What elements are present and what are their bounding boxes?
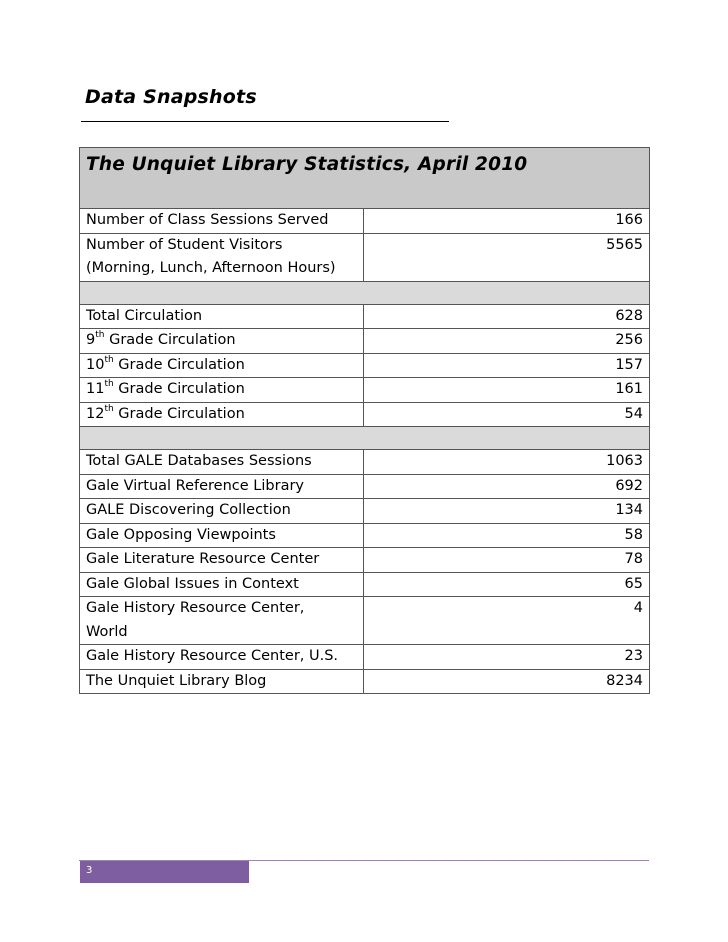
- grade-number: 10: [86, 356, 105, 373]
- row-label: [80, 402, 364, 427]
- row-value: 65: [364, 572, 650, 597]
- row-label-line1: Number of Student Visitors: [86, 236, 283, 253]
- table-row: [80, 645, 650, 670]
- grade-number: 11: [86, 381, 105, 397]
- table-row: [80, 474, 650, 499]
- row-label-line1: Gale History Resource Center,: [86, 600, 305, 616]
- row-value: 4: [364, 597, 650, 645]
- row-label: The Unquiet Library Blog: [80, 669, 364, 694]
- table-row: [80, 378, 650, 403]
- row-label: [80, 329, 364, 354]
- row-value: 54: [364, 402, 650, 427]
- table-row: [80, 548, 650, 573]
- table-row: [80, 597, 650, 645]
- table-row: [80, 402, 650, 427]
- table-row: [80, 669, 650, 694]
- row-label: Gale Literature Resource Center: [80, 548, 364, 573]
- row-label: [80, 378, 364, 403]
- ordinal-suffix: th: [104, 403, 114, 414]
- row-value: 58: [364, 523, 650, 548]
- row-label-line2: World: [86, 623, 128, 640]
- row-value: 166: [364, 209, 650, 234]
- row-label: Number of Class Sessions Served: [80, 209, 364, 234]
- table-title: The Unquiet Library Statistics, April 2010: [80, 148, 650, 209]
- row-value: 78: [364, 548, 650, 573]
- table-title-row: [80, 148, 650, 209]
- ordinal-suffix: th: [104, 379, 114, 389]
- page-number: 3: [86, 865, 93, 876]
- row-label-text: Grade Circulation: [109, 332, 236, 348]
- row-value: 161: [364, 378, 650, 403]
- row-label: Gale Opposing Viewpoints: [80, 523, 364, 548]
- grade-number: 12: [86, 405, 105, 422]
- row-label: Total GALE Databases Sessions: [80, 450, 364, 475]
- table-row: [80, 209, 650, 234]
- row-value: 157: [364, 353, 650, 378]
- row-value: 134: [364, 499, 650, 524]
- row-label: Gale Global Issues in Context: [80, 572, 364, 597]
- row-value: 23: [364, 645, 650, 670]
- table-row: [80, 523, 650, 548]
- statistics-table: [79, 147, 650, 694]
- table-row: [80, 233, 650, 281]
- row-label: [80, 353, 364, 378]
- row-value: 8234: [364, 669, 650, 694]
- row-label-text: Grade Circulation: [118, 356, 245, 373]
- table-row: [80, 329, 650, 354]
- row-label: [80, 233, 364, 281]
- row-value: 1063: [364, 450, 650, 475]
- row-value: 628: [364, 304, 650, 329]
- section-separator: [80, 281, 650, 304]
- row-label: Gale Virtual Reference Library: [80, 474, 364, 499]
- table-row: [80, 353, 650, 378]
- row-label-text: Grade Circulation: [118, 381, 245, 397]
- row-label: Total Circulation: [80, 304, 364, 329]
- section-separator: [80, 427, 650, 450]
- row-label-text: Grade Circulation: [118, 405, 245, 422]
- ordinal-suffix: th: [104, 354, 114, 365]
- row-value: 692: [364, 474, 650, 499]
- ordinal-suffix: th: [95, 330, 105, 340]
- row-label-line2: (Morning, Lunch, Afternoon Hours): [86, 260, 336, 276]
- page-number-badge: [80, 861, 249, 883]
- table-row: [80, 572, 650, 597]
- heading-underline: [81, 121, 449, 122]
- row-label: GALE Discovering Collection: [80, 499, 364, 524]
- row-value: 256: [364, 329, 650, 354]
- row-value: 5565: [364, 233, 650, 281]
- row-label: [80, 597, 364, 645]
- table-row: [80, 499, 650, 524]
- table-row: [80, 304, 650, 329]
- grade-number: 9: [86, 332, 96, 348]
- table-row: [80, 450, 650, 475]
- row-label: Gale History Resource Center, U.S.: [80, 645, 364, 670]
- page-heading: Data Snapshots: [85, 86, 257, 108]
